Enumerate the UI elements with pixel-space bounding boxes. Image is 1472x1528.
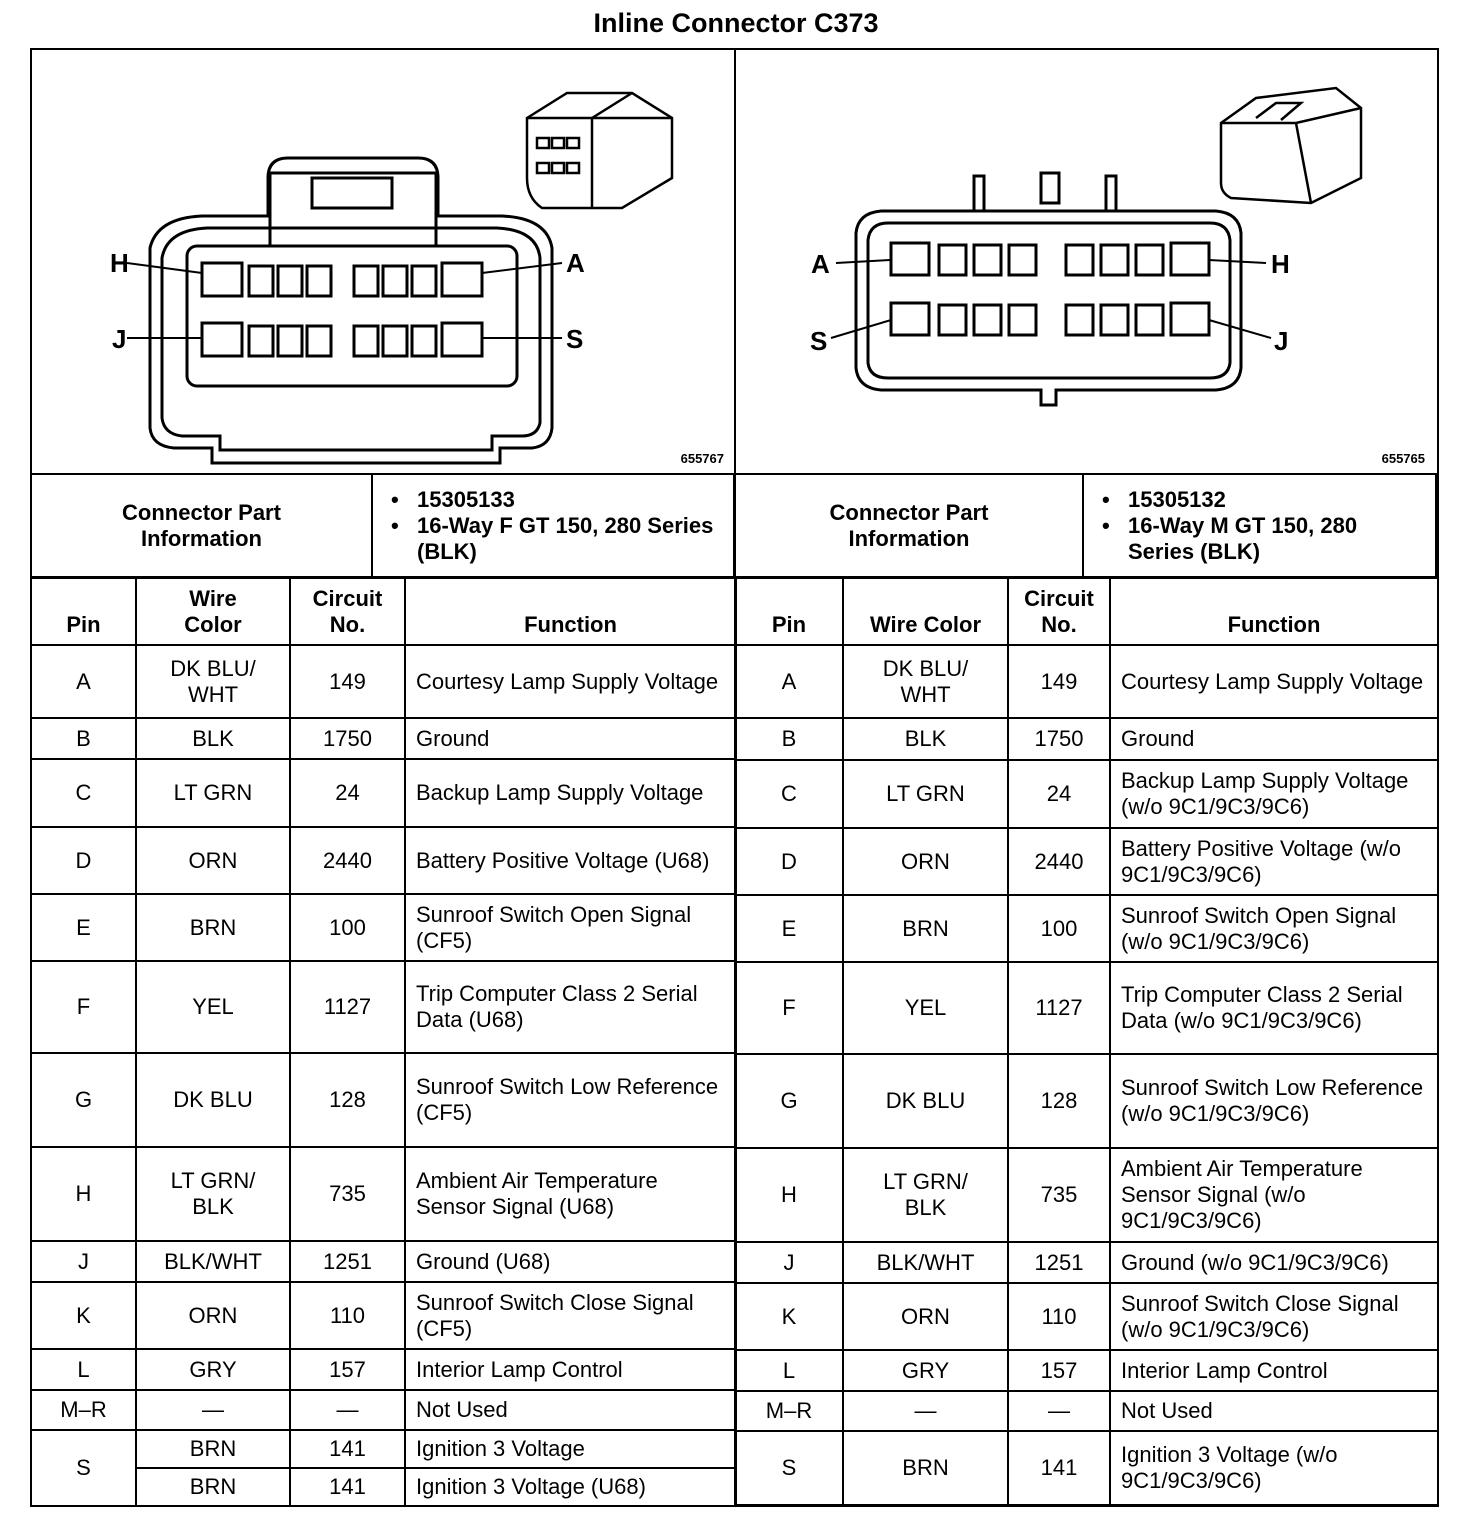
circuit-number-cell: 1251 [290, 1241, 405, 1282]
wire-color-cell: LT GRN/ BLK [136, 1147, 290, 1241]
circuit-number-cell: 1127 [1008, 962, 1110, 1054]
pin-cell: L [31, 1349, 136, 1390]
wire-color-cell: LT GRN/ BLK [843, 1148, 1008, 1242]
part-info-item: • 15305132 [1128, 487, 1425, 513]
pin-cell: M–R [31, 1390, 136, 1430]
wire-color-cell: BLK [843, 718, 1008, 760]
circuit-number-cell: 1127 [290, 961, 405, 1053]
wire-color-cell: — [843, 1391, 1008, 1431]
wire-color-cell: LT GRN [843, 760, 1008, 828]
wire-color-cell: BRN [843, 895, 1008, 962]
function-cell: Sunroof Switch Low Reference (w/o 9C1/9C3/9C6) [1110, 1054, 1438, 1148]
pin-cell: B [31, 718, 136, 759]
table-row [735, 1391, 1438, 1431]
pin-label-h: H [1271, 249, 1290, 279]
function-cell: Battery Positive Voltage (w/o 9C1/9C3/9C6) [1110, 828, 1438, 895]
wire-color-cell: BLK [136, 718, 290, 759]
table-row [735, 895, 1438, 962]
right-connector-part-info [734, 473, 1437, 579]
wire-color-cell: ORN [136, 827, 290, 894]
table-row [31, 645, 736, 718]
wire-color-cell: ORN [843, 1283, 1008, 1350]
function-cell: Battery Positive Voltage (U68) [405, 827, 736, 894]
part-info-item: • 16-Way F GT 150, 280 Series (BLK) [417, 513, 723, 565]
pin-cell: F [735, 962, 843, 1054]
function-cell: Interior Lamp Control [1110, 1350, 1438, 1391]
male-connector-face-icon [736, 48, 1435, 474]
table-row [31, 1468, 736, 1506]
figure-number: 655767 [680, 451, 724, 466]
circuit-number-cell: 24 [1008, 760, 1110, 828]
pin-cell: H [735, 1148, 843, 1242]
pin-label-j: J [112, 324, 127, 354]
table-row [735, 1431, 1438, 1505]
pin-cell: S [735, 1431, 843, 1505]
circuit-number-cell: 141 [290, 1430, 405, 1468]
connector-3d-view-icon [527, 93, 672, 208]
pin-cell: H [31, 1147, 136, 1241]
wire-color-cell: BRN [136, 1430, 290, 1468]
connector-3d-view-icon [1221, 88, 1361, 203]
wire-color-cell: DK BLU [843, 1054, 1008, 1148]
function-cell: Ambient Air Temperature Sensor Signal (U68) [405, 1147, 736, 1241]
function-cell: Ground [1110, 718, 1438, 760]
function-cell: Ground (U68) [405, 1241, 736, 1282]
circuit-number-cell: — [290, 1390, 405, 1430]
part-info-item: • 15305133 [417, 487, 723, 513]
pin-cell: L [735, 1350, 843, 1391]
table-row [735, 962, 1438, 1054]
pin-cell: K [31, 1282, 136, 1349]
table-row [735, 1242, 1438, 1283]
table-row [735, 1350, 1438, 1391]
pin-cell: J [735, 1242, 843, 1283]
table-row [735, 760, 1438, 828]
circuit-number-cell: 735 [1008, 1148, 1110, 1242]
part-info-values [372, 474, 734, 578]
function-cell: Ground [405, 718, 736, 759]
function-cell: Sunroof Switch Close Signal (CF5) [405, 1282, 736, 1349]
page-title: Inline Connector C373 [593, 8, 879, 38]
right-pinout-table [734, 576, 1439, 1506]
table-row [31, 894, 736, 961]
column-header-wire: Wire Color [136, 577, 290, 645]
table-row [735, 645, 1438, 718]
wire-color-cell: — [136, 1390, 290, 1430]
pin-cell: J [31, 1241, 136, 1282]
pin-label-s: S [810, 326, 828, 356]
wire-color-cell: BLK/WHT [843, 1242, 1008, 1283]
circuit-number-cell: 100 [1008, 895, 1110, 962]
function-cell: Sunroof Switch Close Signal (w/o 9C1/9C3/9C6) [1110, 1283, 1438, 1350]
pin-cell: M–R [735, 1391, 843, 1431]
pin-cell: A [735, 645, 843, 718]
function-cell: Interior Lamp Control [405, 1349, 736, 1390]
function-cell: Backup Lamp Supply Voltage (w/o 9C1/9C3/9C6) [1110, 760, 1438, 828]
wire-color-cell: DK BLU/ WHT [843, 645, 1008, 718]
circuit-number-cell: 157 [1008, 1350, 1110, 1391]
pin-cell: K [735, 1283, 843, 1350]
part-info-label: Connector Part Information [735, 474, 1083, 578]
wire-color-cell: YEL [136, 961, 290, 1053]
circuit-number-cell: 1750 [1008, 718, 1110, 760]
male-connector-diagram [736, 48, 1435, 474]
column-header-circuit: Circuit No. [1008, 577, 1110, 645]
wire-color-cell: GRY [136, 1349, 290, 1390]
circuit-number-cell: 149 [290, 645, 405, 718]
column-header-function: Function [405, 577, 736, 645]
circuit-number-cell: 735 [290, 1147, 405, 1241]
function-cell: Not Used [1110, 1391, 1438, 1431]
wire-color-cell: LT GRN [136, 759, 290, 827]
wire-color-cell: DK BLU/ WHT [136, 645, 290, 718]
pin-cell: F [31, 961, 136, 1053]
circuit-number-cell: 24 [290, 759, 405, 827]
pin-cell: C [31, 759, 136, 827]
wire-color-cell: BRN [136, 1468, 290, 1506]
circuit-number-cell: 2440 [1008, 828, 1110, 895]
pin-label-a: A [811, 249, 830, 279]
figure-number: 655765 [1381, 451, 1425, 466]
table-row [735, 828, 1438, 895]
pin-label-j: J [1274, 326, 1289, 356]
pin-label-a: A [566, 248, 585, 278]
function-cell: Trip Computer Class 2 Serial Data (w/o 9C1/9C3/9C6) [1110, 962, 1438, 1054]
column-header-pin: Pin [735, 577, 843, 645]
table-row [31, 718, 736, 759]
table-row [31, 961, 736, 1053]
circuit-number-cell: 141 [1008, 1431, 1110, 1505]
table-row [31, 1349, 736, 1390]
part-info-item: • 16-Way M GT 150, 280 Series (BLK) [1128, 513, 1425, 565]
wire-color-cell: GRY [843, 1350, 1008, 1391]
wire-color-cell: BRN [843, 1431, 1008, 1505]
column-header-circuit: Circuit No. [290, 577, 405, 645]
table-row [31, 1053, 736, 1147]
circuit-number-cell: 110 [290, 1282, 405, 1349]
table-row [735, 1283, 1438, 1350]
pin-cell: E [31, 894, 136, 961]
pin-cell: B [735, 718, 843, 760]
wire-color-cell: DK BLU [136, 1053, 290, 1147]
female-connector-face-icon [32, 48, 734, 474]
circuit-number-cell: 149 [1008, 645, 1110, 718]
left-connector-part-info [30, 473, 735, 579]
table-row [735, 718, 1438, 760]
column-header-wire: Wire Color [843, 577, 1008, 645]
function-cell: Not Used [405, 1390, 736, 1430]
circuit-number-cell: 2440 [290, 827, 405, 894]
table-row [735, 1148, 1438, 1242]
pin-cell: E [735, 895, 843, 962]
function-cell: Backup Lamp Supply Voltage [405, 759, 736, 827]
part-info-values [1083, 474, 1436, 578]
function-cell: Sunroof Switch Open Signal (w/o 9C1/9C3/9C6) [1110, 895, 1438, 962]
pin-cell: D [735, 828, 843, 895]
female-connector-diagram [32, 48, 734, 474]
circuit-number-cell: 141 [290, 1468, 405, 1506]
table-row [31, 1241, 736, 1282]
circuit-number-cell: 128 [290, 1053, 405, 1147]
wire-color-cell: BLK/WHT [136, 1241, 290, 1282]
circuit-number-cell: 100 [290, 894, 405, 961]
pin-cell: D [31, 827, 136, 894]
wire-color-cell: BRN [136, 894, 290, 961]
left-pinout-table [30, 576, 737, 1507]
function-cell: Ignition 3 Voltage (U68) [405, 1468, 736, 1506]
pin-cell: G [735, 1054, 843, 1148]
pin-label-h: H [110, 248, 129, 278]
function-cell: Ignition 3 Voltage [405, 1430, 736, 1468]
circuit-number-cell: 1251 [1008, 1242, 1110, 1283]
function-cell: Courtesy Lamp Supply Voltage [1110, 645, 1438, 718]
table-row [31, 1147, 736, 1241]
pin-label-s: S [566, 324, 584, 354]
part-info-label: Connector Part Information [31, 474, 372, 578]
table-row [31, 827, 736, 894]
pin-cavities [891, 243, 1209, 335]
circuit-number-cell: 157 [290, 1349, 405, 1390]
pin-cavities [202, 263, 482, 356]
table-row [735, 1054, 1438, 1148]
circuit-number-cell: 1750 [290, 718, 405, 759]
table-row [31, 1282, 736, 1349]
pin-cell: G [31, 1053, 136, 1147]
function-cell: Courtesy Lamp Supply Voltage [405, 645, 736, 718]
table-row [31, 1430, 736, 1468]
function-cell: Ignition 3 Voltage (w/o 9C1/9C3/9C6) [1110, 1431, 1438, 1505]
pin-cell: C [735, 760, 843, 828]
circuit-number-cell: 110 [1008, 1283, 1110, 1350]
wire-color-cell: YEL [843, 962, 1008, 1054]
function-cell: Ambient Air Temperature Sensor Signal (w/o 9C1/9C3/9C6) [1110, 1148, 1438, 1242]
wire-color-cell: ORN [136, 1282, 290, 1349]
circuit-number-cell: — [1008, 1391, 1110, 1431]
column-header-function: Function [1110, 577, 1438, 645]
pin-cell: S [31, 1430, 136, 1506]
table-row [31, 1390, 736, 1430]
function-cell: Trip Computer Class 2 Serial Data (U68) [405, 961, 736, 1053]
column-header-pin: Pin [31, 577, 136, 645]
wire-color-cell: ORN [843, 828, 1008, 895]
function-cell: Ground (w/o 9C1/9C3/9C6) [1110, 1242, 1438, 1283]
pin-cell: A [31, 645, 136, 718]
circuit-number-cell: 128 [1008, 1054, 1110, 1148]
table-row [31, 759, 736, 827]
function-cell: Sunroof Switch Low Reference (CF5) [405, 1053, 736, 1147]
function-cell: Sunroof Switch Open Signal (CF5) [405, 894, 736, 961]
